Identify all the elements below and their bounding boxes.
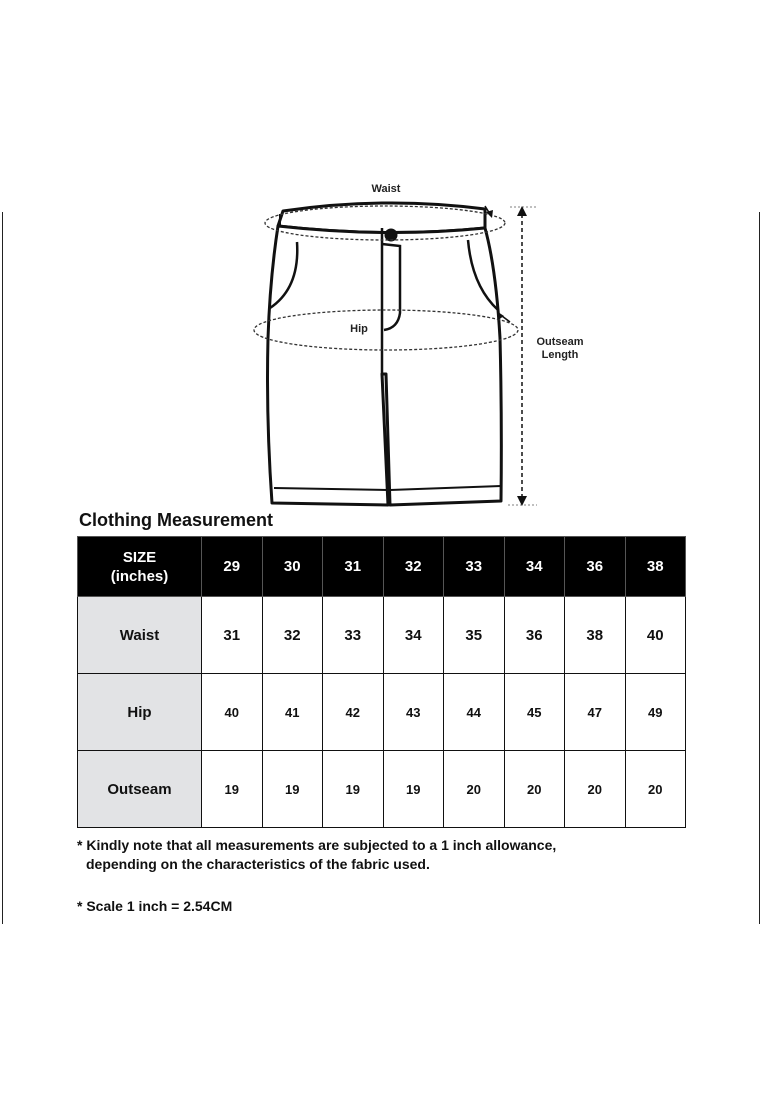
waist-diagram-label: Waist bbox=[371, 183, 401, 195]
table-cell: 44 bbox=[444, 674, 505, 751]
allowance-note-line1: * Kindly note that all measurements are subjected to a 1 inch allowance, bbox=[77, 837, 557, 853]
size-column-header: 31 bbox=[323, 537, 384, 597]
table-cell: 19 bbox=[262, 751, 323, 828]
outseam-label-line2: Length bbox=[541, 349, 579, 361]
table-cell: 20 bbox=[444, 751, 505, 828]
size-column-header: 34 bbox=[504, 537, 565, 597]
size-column-header: 38 bbox=[625, 537, 686, 597]
table-cell: 35 bbox=[444, 597, 505, 674]
size-header-line1: SIZE bbox=[122, 548, 157, 566]
table-row-hip bbox=[78, 674, 686, 751]
outseam-arrow-bottom bbox=[517, 496, 527, 506]
table-cell: 38 bbox=[565, 597, 626, 674]
table-row-waist bbox=[78, 597, 686, 674]
size-header-line2: (inches) bbox=[110, 567, 169, 585]
allowance-note-line2: depending on the characteristics of the fabric used. bbox=[86, 856, 430, 872]
section-title: Clothing Measurement bbox=[79, 510, 274, 530]
table-row-outseam bbox=[78, 751, 686, 828]
size-column-header: 32 bbox=[383, 537, 444, 597]
table-cell: 32 bbox=[262, 597, 323, 674]
table-cell: 19 bbox=[383, 751, 444, 828]
size-chart-table bbox=[77, 536, 686, 828]
outseam-label-line1: Outseam bbox=[536, 336, 584, 348]
size-column-header: 33 bbox=[444, 537, 505, 597]
outseam-length-diagram-label bbox=[530, 336, 590, 362]
table-cell: 45 bbox=[504, 674, 565, 751]
size-column-header: 36 bbox=[565, 537, 626, 597]
allowance-note bbox=[77, 836, 556, 874]
table-cell: 43 bbox=[383, 674, 444, 751]
table-cell: 33 bbox=[323, 597, 384, 674]
table-cell: 20 bbox=[504, 751, 565, 828]
table-cell: 40 bbox=[202, 674, 263, 751]
row-label-hip: Hip bbox=[78, 674, 202, 751]
left-border-line bbox=[2, 212, 3, 924]
table-cell: 20 bbox=[625, 751, 686, 828]
table-cell: 19 bbox=[323, 751, 384, 828]
table-cell: 47 bbox=[565, 674, 626, 751]
table-cell: 31 bbox=[202, 597, 263, 674]
scale-note: * Scale 1 inch = 2.54CM bbox=[77, 898, 233, 914]
hip-diagram-label: Hip bbox=[350, 323, 368, 335]
table-header-row bbox=[78, 537, 686, 597]
size-column-header: 29 bbox=[202, 537, 263, 597]
table-cell: 36 bbox=[504, 597, 565, 674]
table-cell: 19 bbox=[202, 751, 263, 828]
row-label-waist: Waist bbox=[78, 597, 202, 674]
table-cell: 20 bbox=[565, 751, 626, 828]
table-cell: 49 bbox=[625, 674, 686, 751]
shorts-diagram bbox=[240, 178, 600, 512]
right-border-line bbox=[759, 212, 760, 924]
row-label-outseam: Outseam bbox=[78, 751, 202, 828]
table-cell: 42 bbox=[323, 674, 384, 751]
table-cell: 34 bbox=[383, 597, 444, 674]
size-column-header: 30 bbox=[262, 537, 323, 597]
size-header-cell bbox=[78, 537, 202, 597]
outseam-arrow-top bbox=[517, 206, 527, 216]
table-cell: 40 bbox=[625, 597, 686, 674]
shorts-body bbox=[268, 226, 502, 505]
table-cell: 41 bbox=[262, 674, 323, 751]
